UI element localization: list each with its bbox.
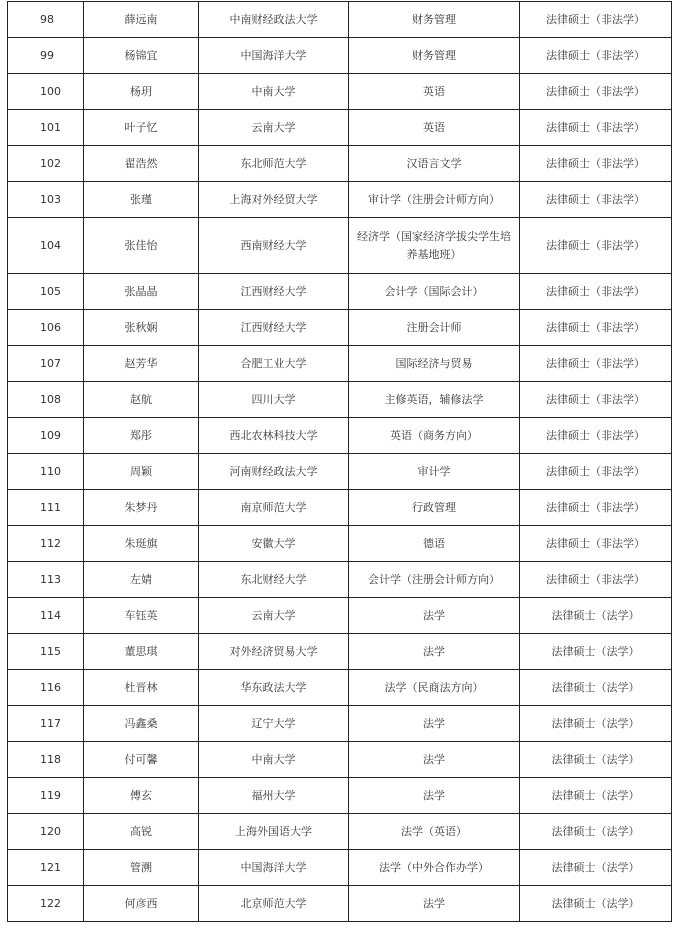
program-cell: 法律硕士（非法学）	[520, 418, 672, 454]
major-cell: 法学	[349, 886, 520, 922]
student-name-cell: 冯鑫桑	[84, 706, 199, 742]
student-name-cell: 杜晋林	[84, 670, 199, 706]
table-row	[8, 670, 672, 706]
student-name-cell: 朱珽旗	[84, 526, 199, 562]
program-cell: 法律硕士（非法学）	[520, 382, 672, 418]
program-cell: 法律硕士（法学）	[520, 850, 672, 886]
row-number-cell: 108	[8, 382, 84, 418]
major-cell: 经济学（国家经济学拔尖学生培养基地班）	[349, 218, 520, 274]
school-cell: 河南财经政法大学	[199, 454, 349, 490]
student-name-cell: 张瑾	[84, 182, 199, 218]
school-cell: 合肥工业大学	[199, 346, 349, 382]
row-number-cell: 113	[8, 562, 84, 598]
student-name-cell: 董思琪	[84, 634, 199, 670]
school-cell: 云南大学	[199, 110, 349, 146]
school-cell: 东北财经大学	[199, 562, 349, 598]
major-cell: 审计学	[349, 454, 520, 490]
student-name-cell: 赵航	[84, 382, 199, 418]
row-number-cell: 120	[8, 814, 84, 850]
major-cell: 法学（中外合作办学）	[349, 850, 520, 886]
student-name-cell: 杨锦宜	[84, 38, 199, 74]
program-cell: 法律硕士（非法学）	[520, 218, 672, 274]
table-row	[8, 814, 672, 850]
table-row	[8, 110, 672, 146]
program-cell: 法律硕士（法学）	[520, 670, 672, 706]
major-cell: 法学（英语）	[349, 814, 520, 850]
student-name-cell: 管溯	[84, 850, 199, 886]
major-cell: 会计学（国际会计）	[349, 274, 520, 310]
school-cell: 上海对外经贸大学	[199, 182, 349, 218]
admission-table	[7, 1, 672, 922]
student-name-cell: 高锐	[84, 814, 199, 850]
row-number-cell: 115	[8, 634, 84, 670]
major-cell: 审计学（注册会计师方向）	[349, 182, 520, 218]
major-cell: 汉语言文学	[349, 146, 520, 182]
table-row	[8, 346, 672, 382]
row-number-cell: 102	[8, 146, 84, 182]
major-cell: 会计学（注册会计师方向）	[349, 562, 520, 598]
row-number-cell: 109	[8, 418, 84, 454]
table-row	[8, 706, 672, 742]
row-number-cell: 107	[8, 346, 84, 382]
table-row	[8, 218, 672, 274]
program-cell: 法律硕士（非法学）	[520, 310, 672, 346]
row-number-cell: 117	[8, 706, 84, 742]
row-number-cell: 116	[8, 670, 84, 706]
student-name-cell: 周颖	[84, 454, 199, 490]
student-name-cell: 杨玥	[84, 74, 199, 110]
table-row	[8, 850, 672, 886]
table-row	[8, 310, 672, 346]
major-cell: 财务管理	[349, 2, 520, 38]
table-row	[8, 562, 672, 598]
school-cell: 云南大学	[199, 598, 349, 634]
student-name-cell: 何彦西	[84, 886, 199, 922]
school-cell: 江西财经大学	[199, 274, 349, 310]
table-row	[8, 634, 672, 670]
program-cell: 法律硕士（非法学）	[520, 74, 672, 110]
row-number-cell: 112	[8, 526, 84, 562]
major-cell: 国际经济与贸易	[349, 346, 520, 382]
major-cell: 行政管理	[349, 490, 520, 526]
row-number-cell: 122	[8, 886, 84, 922]
table-row	[8, 74, 672, 110]
row-number-cell: 99	[8, 38, 84, 74]
school-cell: 中国海洋大学	[199, 850, 349, 886]
table-row	[8, 526, 672, 562]
program-cell: 法律硕士（法学）	[520, 886, 672, 922]
table-row	[8, 778, 672, 814]
student-name-cell: 郑彤	[84, 418, 199, 454]
school-cell: 华东政法大学	[199, 670, 349, 706]
program-cell: 法律硕士（非法学）	[520, 454, 672, 490]
school-cell: 东北师范大学	[199, 146, 349, 182]
student-name-cell: 车钰英	[84, 598, 199, 634]
program-cell: 法律硕士（非法学）	[520, 274, 672, 310]
school-cell: 江西财经大学	[199, 310, 349, 346]
row-number-cell: 104	[8, 218, 84, 274]
major-cell: 法学	[349, 742, 520, 778]
student-name-cell: 朱梦丹	[84, 490, 199, 526]
school-cell: 中国海洋大学	[199, 38, 349, 74]
school-cell: 上海外国语大学	[199, 814, 349, 850]
table-row	[8, 418, 672, 454]
row-number-cell: 119	[8, 778, 84, 814]
major-cell: 英语（商务方向）	[349, 418, 520, 454]
school-cell: 福州大学	[199, 778, 349, 814]
major-cell: 法学	[349, 634, 520, 670]
school-cell: 对外经济贸易大学	[199, 634, 349, 670]
major-cell: 法学	[349, 706, 520, 742]
school-cell: 南京师范大学	[199, 490, 349, 526]
row-number-cell: 110	[8, 454, 84, 490]
major-cell: 法学	[349, 598, 520, 634]
program-cell: 法律硕士（法学）	[520, 778, 672, 814]
major-cell: 英语	[349, 74, 520, 110]
program-cell: 法律硕士（非法学）	[520, 526, 672, 562]
student-name-cell: 张秋娴	[84, 310, 199, 346]
table-row	[8, 146, 672, 182]
student-name-cell: 薛远南	[84, 2, 199, 38]
table-row	[8, 274, 672, 310]
program-cell: 法律硕士（法学）	[520, 814, 672, 850]
student-name-cell: 左婧	[84, 562, 199, 598]
program-cell: 法律硕士（非法学）	[520, 182, 672, 218]
program-cell: 法律硕士（法学）	[520, 598, 672, 634]
row-number-cell: 100	[8, 74, 84, 110]
table-row	[8, 2, 672, 38]
major-cell: 主修英语，辅修法学	[349, 382, 520, 418]
school-cell: 北京师范大学	[199, 886, 349, 922]
row-number-cell: 114	[8, 598, 84, 634]
school-cell: 四川大学	[199, 382, 349, 418]
table-row	[8, 38, 672, 74]
school-cell: 中南大学	[199, 742, 349, 778]
table-row	[8, 886, 672, 922]
program-cell: 法律硕士（非法学）	[520, 490, 672, 526]
row-number-cell: 111	[8, 490, 84, 526]
program-cell: 法律硕士（非法学）	[520, 2, 672, 38]
row-number-cell: 106	[8, 310, 84, 346]
program-cell: 法律硕士（非法学）	[520, 146, 672, 182]
major-cell: 英语	[349, 110, 520, 146]
row-number-cell: 103	[8, 182, 84, 218]
table-row	[8, 490, 672, 526]
program-cell: 法律硕士（非法学）	[520, 38, 672, 74]
row-number-cell: 101	[8, 110, 84, 146]
major-cell: 法学	[349, 778, 520, 814]
program-cell: 法律硕士（非法学）	[520, 110, 672, 146]
program-cell: 法律硕士（法学）	[520, 634, 672, 670]
row-number-cell: 121	[8, 850, 84, 886]
table-row	[8, 454, 672, 490]
student-name-cell: 叶子忆	[84, 110, 199, 146]
major-cell: 财务管理	[349, 38, 520, 74]
table-row	[8, 182, 672, 218]
table-body	[8, 2, 672, 922]
table-row	[8, 742, 672, 778]
school-cell: 中南大学	[199, 74, 349, 110]
student-name-cell: 张佳怡	[84, 218, 199, 274]
table-row	[8, 382, 672, 418]
row-number-cell: 98	[8, 2, 84, 38]
school-cell: 辽宁大学	[199, 706, 349, 742]
student-name-cell: 傅玄	[84, 778, 199, 814]
program-cell: 法律硕士（非法学）	[520, 346, 672, 382]
row-number-cell: 118	[8, 742, 84, 778]
student-name-cell: 翟浩然	[84, 146, 199, 182]
student-name-cell: 付可馨	[84, 742, 199, 778]
school-cell: 西南财经大学	[199, 218, 349, 274]
program-cell: 法律硕士（非法学）	[520, 562, 672, 598]
row-number-cell: 105	[8, 274, 84, 310]
school-cell: 西北农林科技大学	[199, 418, 349, 454]
major-cell: 德语	[349, 526, 520, 562]
table-row	[8, 598, 672, 634]
school-cell: 安徽大学	[199, 526, 349, 562]
major-cell: 注册会计师	[349, 310, 520, 346]
program-cell: 法律硕士（法学）	[520, 706, 672, 742]
major-cell: 法学（民商法方向）	[349, 670, 520, 706]
school-cell: 中南财经政法大学	[199, 2, 349, 38]
student-name-cell: 赵芳华	[84, 346, 199, 382]
program-cell: 法律硕士（法学）	[520, 742, 672, 778]
student-name-cell: 张晶晶	[84, 274, 199, 310]
